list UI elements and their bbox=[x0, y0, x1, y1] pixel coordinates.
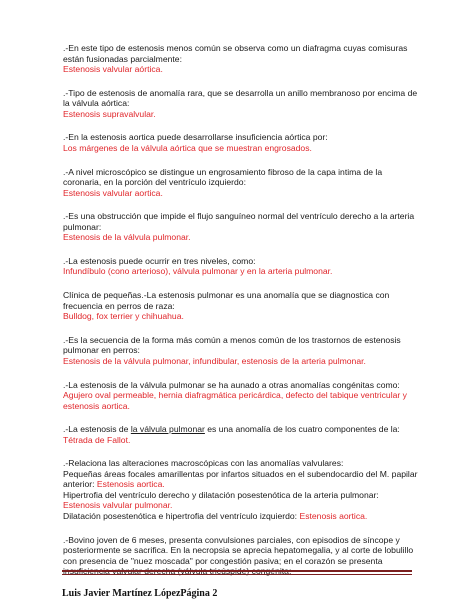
relate-text: Dilatación posestenótica e hipertrofia del ventrículo izquierdo: bbox=[63, 510, 300, 521]
question-text-pre: .-La estenosis de bbox=[63, 424, 131, 435]
answer-text: Estenosis supravalvular. bbox=[63, 108, 156, 119]
relate-line-3 bbox=[63, 511, 418, 522]
question-fallot bbox=[63, 424, 418, 445]
question-text: .-En este tipo de estenosis menos común se observa como un diafragma cuyas comisuras están fusionadas parcialmente: bbox=[63, 43, 408, 64]
answer-text: Agujero oval permeable, hernia diafragmática pericárdica, defecto del tabique ventricular y estenosis aortica. bbox=[63, 390, 407, 411]
answer-text: Estenosis de la válvula pulmonar, infundibular, estenosis de la arteria pulmonar. bbox=[63, 355, 366, 366]
question-text: .-Tipo de estenosis de anomalía rara, que se desarrolla un anillo membranoso por encima de la válvula aórtica: bbox=[63, 87, 418, 109]
answer-text: Tétrada de Fallot. bbox=[63, 434, 131, 445]
answer-text: Estenosis de la válvula pulmonar. bbox=[63, 232, 191, 243]
underlined-term: la válvula pulmonar bbox=[130, 424, 205, 435]
question-7 bbox=[63, 290, 418, 322]
footer-rule-thick bbox=[62, 570, 412, 572]
question-1 bbox=[63, 43, 418, 75]
answer-text: Los márgenes de la válvula aórtica que se muestran engrosados. bbox=[63, 142, 312, 153]
question-text: .-Es una obstrucción que impide el flujo sanguíneo normal del ventrículo derecho a la arteria pulmonar: bbox=[63, 211, 415, 232]
relate-line-1 bbox=[63, 469, 418, 490]
document-body bbox=[63, 43, 418, 590]
question-text bbox=[63, 424, 418, 435]
question-6 bbox=[63, 256, 418, 277]
question-text: .-Bovino joven de 6 meses, presenta convulsiones parciales, con episodios de síncope y posteriormente se sacrifica. En la necropsia se aprecia hepatomegalia, y al corte de lobulillo con presencia de "nuez moscada" por congestión pasiva; en el corazón se presenta bbox=[63, 534, 414, 566]
question-text: .-A nivel microscópico se distingue un engrosamiento fibroso de la capa intima de la coronaria, en la porción del ventrículo izquierdo: bbox=[63, 166, 383, 188]
answer-text: Estenosis aortica. bbox=[299, 510, 368, 521]
question-3 bbox=[63, 132, 418, 153]
relate-text: Hipertrofia del ventrículo derecho y dilatación posestenótica de la arteria pulmonar: bbox=[63, 489, 379, 500]
question-relate bbox=[63, 458, 418, 521]
question-5 bbox=[63, 211, 418, 243]
question-2 bbox=[63, 88, 418, 120]
answer-text: Estenosis valvular pulmonar. bbox=[63, 500, 173, 511]
question-4 bbox=[63, 167, 418, 199]
question-text-post: es una anomalía de los cuatro componentes de la: bbox=[204, 424, 400, 435]
question-text: .-En la estenosis aortica puede desarrollarse insuficiencia aórtica por: bbox=[63, 132, 328, 143]
question-text: .-La estenosis de la válvula pulmonar se ha aunado a otras anomalías congénitas como: bbox=[63, 379, 400, 390]
answer-text: Estenosis valvular aortica. bbox=[63, 187, 163, 198]
footer-rule-thin bbox=[62, 574, 412, 575]
page-footer: Luis Javier Martínez LópezPágina 2 bbox=[62, 588, 218, 599]
question-8 bbox=[63, 335, 418, 367]
relate-line-2 bbox=[63, 490, 418, 511]
answer-text: Bulldog, fox terrier y chihuahua. bbox=[63, 311, 184, 322]
question-9 bbox=[63, 380, 418, 412]
question-text: .-Es la secuencia de la forma más común a menos común de los trastornos de estenosis pulmonar en perros: bbox=[63, 334, 401, 356]
question-text: .-Relaciona las alteraciones macroscópicas con las anomalías valvulares: bbox=[63, 458, 344, 469]
answer-text: Estenosis valvular aórtica. bbox=[63, 64, 163, 74]
question-text: Clínica de pequeñas.-La estenosis pulmonar es una anomalía que se diagnostica con frecuencia en perros de raza: bbox=[63, 290, 390, 311]
answer-text: Infundíbulo (cono arterioso), válvula pulmonar y en la arteria pulmonar. bbox=[63, 266, 333, 277]
question-text: .-La estenosis puede ocurrir en tres niveles, como: bbox=[63, 255, 256, 266]
answer-text: Estenosis aortica. bbox=[96, 479, 165, 490]
relate-text: Pequeñas áreas focales amarillentas por infartos situados en el subendocardio del M. papilar anterior: bbox=[63, 468, 418, 490]
